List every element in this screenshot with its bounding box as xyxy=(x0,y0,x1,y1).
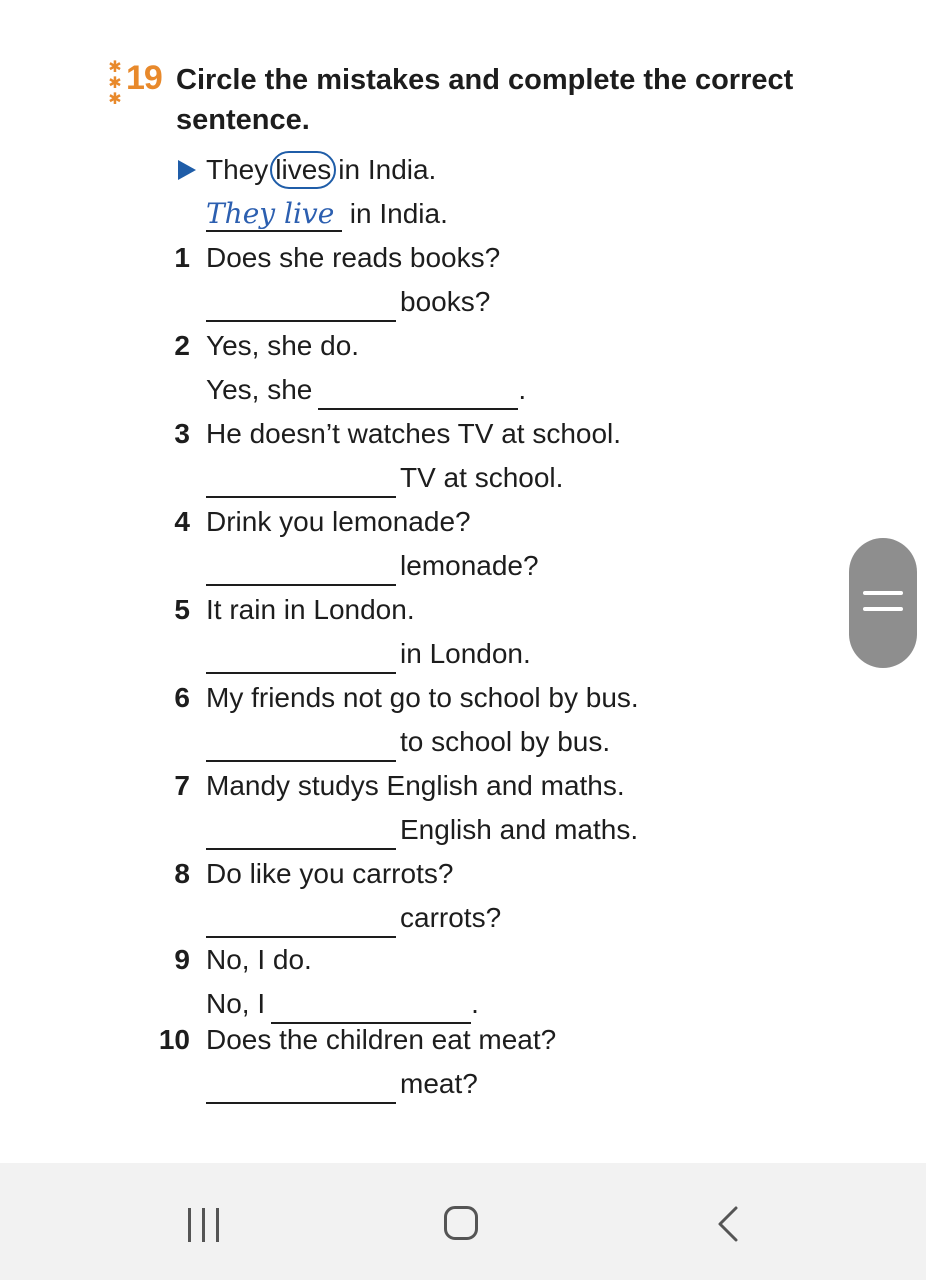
item-answer-line xyxy=(206,546,539,586)
item-answer-line xyxy=(206,458,563,498)
exercise-instruction: Circle the mistakes and complete the correct sentence. xyxy=(176,64,794,136)
answer-tail: . xyxy=(471,988,479,1019)
home-icon[interactable] xyxy=(444,1206,478,1240)
example-before: They xyxy=(206,154,269,185)
answer-blank[interactable] xyxy=(206,818,396,850)
handle-bar xyxy=(863,591,903,595)
item-number: 5 xyxy=(174,594,190,625)
answer-blank[interactable] xyxy=(206,290,396,322)
recent-apps-icon[interactable] xyxy=(186,1206,222,1242)
answer-tail: English and maths. xyxy=(400,814,639,845)
item-wrong-sentence: It rain in London. xyxy=(206,594,415,625)
item-number: 10 xyxy=(158,1024,190,1055)
item-wrong-sentence: Mandy studys English and maths. xyxy=(206,770,625,801)
item-answer-line xyxy=(206,634,531,674)
item-answer-line xyxy=(206,984,479,1024)
item-wrong-sentence: Do like you carrots? xyxy=(206,858,454,889)
item-number: 3 xyxy=(174,418,190,449)
item-wrong-sentence: Drink you lemonade? xyxy=(206,506,471,537)
answer-head: No, I xyxy=(206,988,266,1019)
item-wrong-sentence: No, I do. xyxy=(206,944,312,975)
item-answer-line xyxy=(206,370,526,410)
answer-blank[interactable] xyxy=(318,378,518,410)
answer-tail: books? xyxy=(400,286,491,317)
answer-tail: in London. xyxy=(400,638,531,669)
answer-tail: . xyxy=(518,374,527,405)
item-wrong-sentence: He doesn’t watches TV at school. xyxy=(206,418,622,449)
example-circled-mistake: lives xyxy=(270,151,336,189)
exercise-number: 19 xyxy=(126,59,162,97)
answer-tail: TV at school. xyxy=(400,462,564,493)
item-number: 7 xyxy=(174,770,190,801)
example-sentence xyxy=(206,150,436,190)
item-number: 6 xyxy=(174,682,190,713)
back-icon[interactable] xyxy=(712,1204,752,1244)
difficulty-stars: ✱ ✱ ✱ xyxy=(108,59,122,108)
item-answer-line xyxy=(206,722,610,762)
answer-head: Yes, she xyxy=(206,374,313,405)
answer-tail: meat? xyxy=(400,1068,478,1099)
answer-tail: lemonade? xyxy=(400,550,539,581)
item-answer-line xyxy=(206,810,638,850)
example-after: in India. xyxy=(338,154,437,185)
answer-tail: carrots? xyxy=(400,902,502,933)
handle-bar xyxy=(863,607,903,611)
item-wrong-sentence: Does she reads books? xyxy=(206,242,501,273)
item-wrong-sentence: Yes, she do. xyxy=(206,330,360,361)
answer-blank[interactable] xyxy=(206,466,396,498)
drag-handle-icon[interactable] xyxy=(849,538,917,668)
item-number: 1 xyxy=(174,242,190,273)
answer-blank[interactable] xyxy=(206,730,396,762)
item-wrong-sentence: Does the children eat meat? xyxy=(206,1024,557,1055)
item-number: 2 xyxy=(174,330,190,361)
example-answer-rest: in India. xyxy=(349,198,448,229)
item-answer-line xyxy=(206,282,490,322)
answer-blank[interactable] xyxy=(206,642,396,674)
answer-tail: to school by bus. xyxy=(400,726,611,757)
item-number: 4 xyxy=(174,506,190,537)
answer-blank[interactable] xyxy=(206,554,396,586)
item-number: 8 xyxy=(174,858,190,889)
item-answer-line xyxy=(206,1064,478,1104)
example-handwritten-answer: They live xyxy=(206,198,342,232)
item-number: 9 xyxy=(174,944,190,975)
item-answer-line xyxy=(206,898,501,938)
answer-blank[interactable] xyxy=(206,1072,396,1104)
example-answer xyxy=(206,194,448,234)
example-arrow-icon xyxy=(178,160,196,180)
answer-blank[interactable] xyxy=(206,906,396,938)
item-wrong-sentence: My friends not go to school by bus. xyxy=(206,682,639,713)
